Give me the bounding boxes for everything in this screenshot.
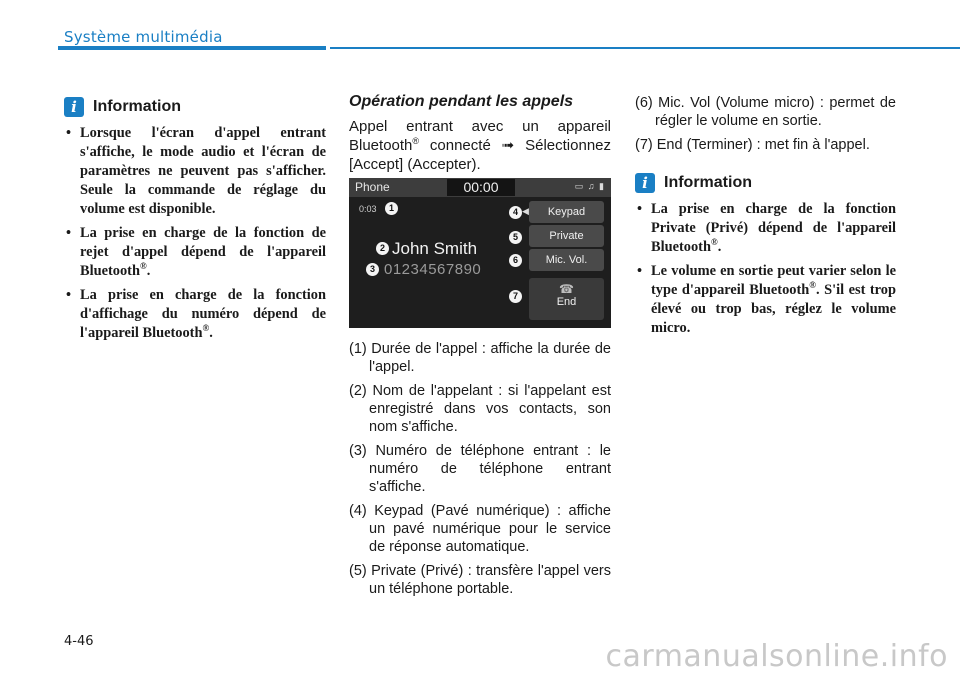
list-item: (3) Numéro de téléphone entrant : le numéro de téléphone entrant s'affiche. bbox=[349, 443, 611, 495]
info-heading-right bbox=[635, 173, 752, 193]
keypad-button[interactable]: Keypad bbox=[529, 201, 604, 223]
list-item: • La prise en charge de la fonction Private (Privé) dépend de l'appareil Bluetooth®. bbox=[635, 200, 896, 257]
caller-number: 01234567890 bbox=[384, 261, 482, 278]
info-title: Information bbox=[664, 174, 752, 191]
section-header-title: Système multimédia bbox=[64, 28, 223, 46]
list-item: (7) End (Terminer) : met fin à l'appel. bbox=[635, 137, 870, 153]
list-item: (4) Keypad (Pavé numérique) : affiche un pavé numérique pour le service de réponse automatique. bbox=[349, 503, 611, 555]
list-item: (6) Mic. Vol (Volume micro) : permet de régler le volume en sortie. bbox=[635, 95, 896, 129]
callout-marker: 4 bbox=[509, 206, 522, 219]
list-item: • Le volume en sortie peut varier selon le type d'appareil Bluetooth®. S'il est trop élevé ou trop bas, réglez le volume micro. bbox=[635, 262, 896, 338]
info-title: Information bbox=[93, 98, 181, 115]
keypad-arrow-icon: ◀ bbox=[522, 206, 529, 216]
callout-marker: 7 bbox=[509, 290, 522, 303]
section-title: Opération pendant les appels bbox=[349, 93, 574, 110]
phone-clock: 00:00 bbox=[447, 179, 515, 196]
end-call-icon: ☎ bbox=[559, 282, 574, 296]
info-icon: i bbox=[64, 97, 84, 117]
watermark: carmanualsonline.info bbox=[605, 639, 948, 674]
list-item: • La prise en charge de la fonction d'affichage du numéro dépend de l'appareil Bluetooth®. bbox=[64, 286, 326, 343]
caller-name: John Smith bbox=[392, 239, 478, 258]
list-item: (1) Durée de l'appel : affiche la durée de l'appel. bbox=[349, 341, 611, 375]
list-item: • La prise en charge de la fonction de rejet d'appel dépend de l'appareil Bluetooth®. bbox=[64, 224, 326, 281]
page-number: 4-46 bbox=[64, 634, 94, 649]
info-icon: i bbox=[635, 173, 655, 193]
status-icons: ▭ ♫ ▮ bbox=[574, 181, 605, 191]
list-item: • Lorsque l'écran d'appel entrant s'affiche, le mode audio et l'écran de paramètres ne peuvent pas s'afficher. Seule la commande de réglage du volume est disponible. bbox=[64, 124, 326, 219]
callout-marker: 2 bbox=[376, 242, 389, 255]
header-rule-thin bbox=[330, 47, 960, 49]
end-call-label: End bbox=[556, 296, 577, 308]
section-intro: Appel entrant avec un appareil Bluetooth® connecté ➟ Sélectionnez [Accept] (Accepter). bbox=[349, 118, 611, 173]
callout-marker: 5 bbox=[509, 231, 522, 244]
item-list-continued bbox=[635, 94, 896, 160]
list-item: (2) Nom de l'appelant : si l'appelant est enregistré dans vos contacts, son nom s'affiche. bbox=[349, 383, 611, 435]
header-rule-thick bbox=[58, 46, 326, 50]
info-heading-left bbox=[64, 97, 181, 117]
callout-marker: 6 bbox=[509, 254, 522, 267]
info-bullet-list-left bbox=[64, 124, 326, 348]
info-bullet-list-right bbox=[635, 200, 896, 343]
private-button[interactable]: Private bbox=[529, 225, 604, 247]
call-duration: 0:03 bbox=[359, 204, 377, 214]
phone-label: Phone bbox=[355, 180, 390, 194]
phone-call-screen bbox=[349, 178, 611, 328]
list-item: (5) Private (Privé) : transfère l'appel vers un téléphone portable. bbox=[349, 563, 611, 597]
end-call-button[interactable] bbox=[529, 278, 604, 320]
item-list bbox=[349, 340, 611, 604]
callout-marker: 1 bbox=[385, 202, 398, 215]
callout-marker: 3 bbox=[366, 263, 379, 276]
mic-vol-button[interactable]: Mic. Vol. bbox=[529, 249, 604, 271]
